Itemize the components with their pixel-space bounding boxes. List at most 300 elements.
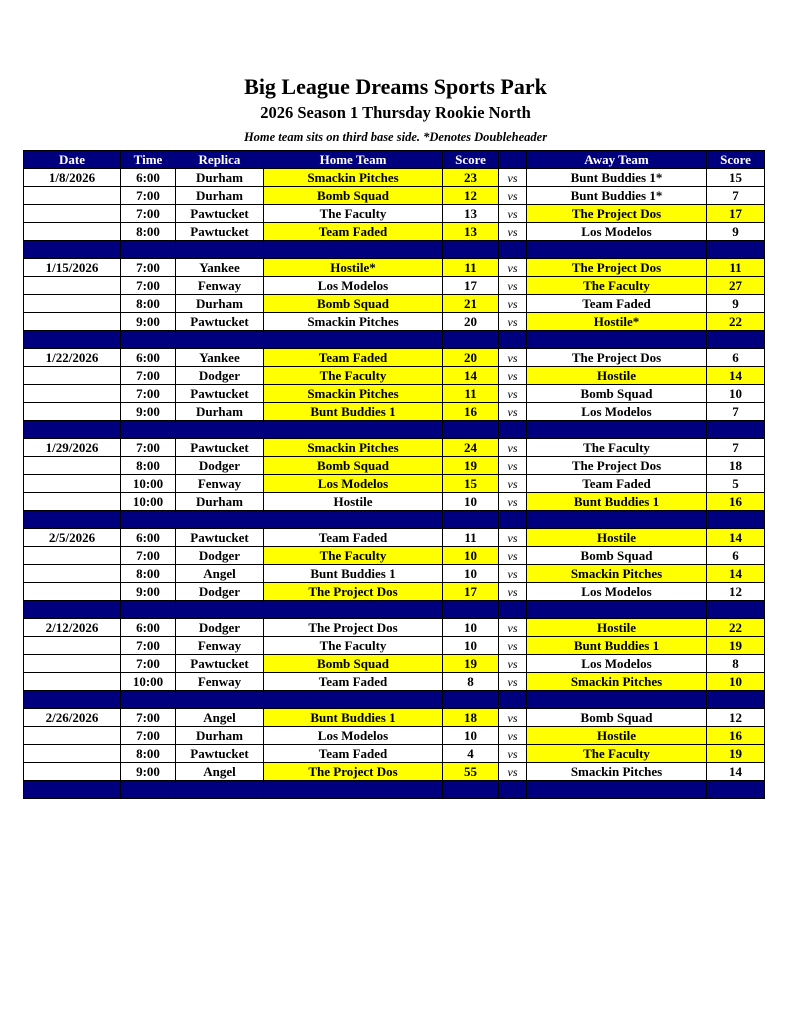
vs-cell: vs [499,637,527,655]
page-title: Big League Dreams Sports Park [244,74,547,99]
field-cell: Durham [176,187,264,205]
home-team-cell: Bunt Buddies 1 [264,403,443,421]
field-cell: Pawtucket [176,205,264,223]
home-team-cell: Smackin Pitches [264,313,443,331]
table-row [24,295,765,313]
header-home-score: Score [443,151,499,169]
away-team-cell: Bunt Buddies 1 [527,493,707,511]
field-cell: Dodger [176,583,264,601]
home-score-cell: 10 [443,565,499,583]
date-cell [24,295,121,313]
separator-cell [121,331,176,349]
home-team-cell: Los Modelos [264,277,443,295]
home-score-cell: 24 [443,439,499,457]
home-score-cell: 10 [443,637,499,655]
field-cell: Durham [176,295,264,313]
away-score-cell: 15 [707,169,765,187]
separator-cell [176,421,264,439]
home-team-cell: Bomb Squad [264,457,443,475]
home-team-cell: Team Faded [264,349,443,367]
vs-cell: vs [499,385,527,403]
home-score-cell: 23 [443,169,499,187]
away-score-cell: 5 [707,475,765,493]
separator-cell [707,781,765,799]
table-row [24,403,765,421]
time-cell: 7:00 [121,205,176,223]
separator-cell [176,781,264,799]
date-cell: 1/22/2026 [24,349,121,367]
separator-cell [24,331,121,349]
home-team-cell: Bomb Squad [264,187,443,205]
field-cell: Dodger [176,619,264,637]
field-cell: Pawtucket [176,385,264,403]
home-score-cell: 8 [443,673,499,691]
table-row [24,565,765,583]
field-cell: Yankee [176,259,264,277]
vs-cell: vs [499,259,527,277]
away-score-cell: 16 [707,727,765,745]
vs-cell: vs [499,349,527,367]
away-team-cell: Bomb Squad [527,709,707,727]
away-score-cell: 11 [707,259,765,277]
vs-cell: vs [499,295,527,313]
vs-cell: vs [499,169,527,187]
home-score-cell: 12 [443,187,499,205]
table-row [24,673,765,691]
separator-cell [176,511,264,529]
vs-cell: vs [499,313,527,331]
home-team-cell: The Faculty [264,205,443,223]
time-cell: 9:00 [121,403,176,421]
table-row [24,475,765,493]
date-cell [24,763,121,781]
away-team-cell: The Faculty [527,439,707,457]
separator-cell [121,421,176,439]
table-row [24,385,765,403]
vs-cell: vs [499,763,527,781]
date-cell [24,583,121,601]
separator-cell [176,691,264,709]
field-cell: Angel [176,565,264,583]
separator-cell [527,691,707,709]
separator-cell [264,511,443,529]
date-cell [24,313,121,331]
field-cell: Durham [176,493,264,511]
table-row [24,745,765,763]
table-row [24,547,765,565]
home-score-cell: 15 [443,475,499,493]
date-cell [24,205,121,223]
home-team-cell: Bunt Buddies 1 [264,709,443,727]
home-score-cell: 19 [443,655,499,673]
separator-cell [176,241,264,259]
field-cell: Pawtucket [176,655,264,673]
home-score-cell: 10 [443,493,499,511]
separator-cell [499,691,527,709]
date-cell [24,655,121,673]
away-score-cell: 17 [707,205,765,223]
separator-cell [527,511,707,529]
table-header-row [24,151,765,169]
separator-cell [499,421,527,439]
separator-cell [443,421,499,439]
vs-cell: vs [499,529,527,547]
vs-cell: vs [499,403,527,421]
home-score-cell: 13 [443,205,499,223]
time-cell: 7:00 [121,439,176,457]
header-home-team: Home Team [264,151,443,169]
vs-cell: vs [499,709,527,727]
home-team-cell: Hostile* [264,259,443,277]
separator-cell [527,241,707,259]
week-separator-row [24,601,765,619]
separator-cell [443,601,499,619]
field-cell: Dodger [176,367,264,385]
away-score-cell: 14 [707,565,765,583]
time-cell: 7:00 [121,727,176,745]
schedule-table [23,150,765,799]
home-score-cell: 11 [443,385,499,403]
separator-cell [121,241,176,259]
field-cell: Fenway [176,475,264,493]
date-cell [24,277,121,295]
away-team-cell: Los Modelos [527,223,707,241]
home-team-cell: Los Modelos [264,727,443,745]
home-team-cell: Team Faded [264,673,443,691]
separator-cell [24,601,121,619]
home-score-cell: 10 [443,727,499,745]
away-team-cell: Bomb Squad [527,385,707,403]
home-score-cell: 55 [443,763,499,781]
time-cell: 9:00 [121,583,176,601]
away-score-cell: 18 [707,457,765,475]
time-cell: 8:00 [121,457,176,475]
separator-cell [24,421,121,439]
header-replica: Replica [176,151,264,169]
away-team-cell: Hostile [527,727,707,745]
away-team-cell: Smackin Pitches [527,763,707,781]
home-score-cell: 20 [443,313,499,331]
table-row [24,187,765,205]
away-score-cell: 9 [707,295,765,313]
home-team-cell: Los Modelos [264,475,443,493]
away-team-cell: The Faculty [527,745,707,763]
separator-cell [499,511,527,529]
home-team-cell: Team Faded [264,223,443,241]
table-row [24,709,765,727]
date-cell: 1/29/2026 [24,439,121,457]
vs-cell: vs [499,475,527,493]
separator-cell [121,781,176,799]
header-away-score: Score [707,151,765,169]
away-score-cell: 19 [707,745,765,763]
week-separator-row [24,421,765,439]
table-row [24,223,765,241]
week-separator-row [24,241,765,259]
header-date: Date [24,151,121,169]
away-team-cell: Los Modelos [527,655,707,673]
home-score-cell: 11 [443,259,499,277]
date-cell: 2/12/2026 [24,619,121,637]
away-score-cell: 6 [707,349,765,367]
time-cell: 8:00 [121,223,176,241]
home-team-cell: Bomb Squad [264,295,443,313]
vs-cell: vs [499,493,527,511]
home-team-cell: The Project Dos [264,619,443,637]
away-team-cell: The Project Dos [527,457,707,475]
table-row [24,655,765,673]
field-cell: Fenway [176,637,264,655]
separator-cell [707,691,765,709]
field-cell: Pawtucket [176,745,264,763]
field-cell: Pawtucket [176,313,264,331]
separator-cell [121,511,176,529]
separator-cell [176,331,264,349]
vs-cell: vs [499,619,527,637]
separator-cell [24,511,121,529]
field-cell: Pawtucket [176,439,264,457]
vs-cell: vs [499,223,527,241]
vs-cell: vs [499,547,527,565]
table-row [24,763,765,781]
vs-cell: vs [499,439,527,457]
time-cell: 7:00 [121,637,176,655]
field-cell: Durham [176,727,264,745]
separator-cell [707,601,765,619]
home-team-cell: Bunt Buddies 1 [264,565,443,583]
time-cell: 6:00 [121,169,176,187]
week-separator-row [24,331,765,349]
away-score-cell: 12 [707,583,765,601]
separator-cell [121,601,176,619]
away-team-cell: Bunt Buddies 1* [527,187,707,205]
away-team-cell: Hostile [527,529,707,547]
away-score-cell: 7 [707,403,765,421]
away-team-cell: Team Faded [527,475,707,493]
separator-cell [24,691,121,709]
table-row [24,727,765,745]
away-score-cell: 6 [707,547,765,565]
field-cell: Dodger [176,457,264,475]
time-cell: 10:00 [121,673,176,691]
time-cell: 6:00 [121,349,176,367]
date-cell [24,673,121,691]
home-score-cell: 10 [443,547,499,565]
time-cell: 9:00 [121,763,176,781]
vs-cell: vs [499,187,527,205]
time-cell: 7:00 [121,259,176,277]
separator-cell [264,691,443,709]
separator-cell [707,511,765,529]
away-score-cell: 10 [707,385,765,403]
date-cell: 2/5/2026 [24,529,121,547]
separator-cell [499,241,527,259]
away-score-cell: 22 [707,619,765,637]
table-row [24,439,765,457]
time-cell: 8:00 [121,745,176,763]
away-score-cell: 27 [707,277,765,295]
table-row [24,583,765,601]
date-cell [24,367,121,385]
table-row [24,529,765,547]
home-team-cell: Smackin Pitches [264,439,443,457]
away-team-cell: Bomb Squad [527,547,707,565]
time-cell: 6:00 [121,619,176,637]
vs-cell: vs [499,565,527,583]
field-cell: Yankee [176,349,264,367]
home-score-cell: 21 [443,295,499,313]
header-vs [499,151,527,169]
home-score-cell: 19 [443,457,499,475]
away-team-cell: Bunt Buddies 1* [527,169,707,187]
home-score-cell: 17 [443,277,499,295]
time-cell: 6:00 [121,529,176,547]
vs-cell: vs [499,745,527,763]
separator-cell [264,601,443,619]
away-team-cell: Smackin Pitches [527,565,707,583]
separator-cell [707,331,765,349]
table-row [24,277,765,295]
separator-cell [24,241,121,259]
field-cell: Fenway [176,277,264,295]
week-separator-row [24,781,765,799]
home-score-cell: 18 [443,709,499,727]
date-cell [24,403,121,421]
separator-cell [264,241,443,259]
table-row [24,637,765,655]
time-cell: 7:00 [121,277,176,295]
home-score-cell: 16 [443,403,499,421]
table-row [24,619,765,637]
date-cell: 2/26/2026 [24,709,121,727]
date-cell [24,547,121,565]
away-score-cell: 10 [707,673,765,691]
field-cell: Pawtucket [176,529,264,547]
field-cell: Angel [176,763,264,781]
away-score-cell: 7 [707,439,765,457]
vs-cell: vs [499,673,527,691]
date-cell [24,457,121,475]
time-cell: 7:00 [121,547,176,565]
away-team-cell: The Project Dos [527,205,707,223]
time-cell: 7:00 [121,709,176,727]
separator-cell [264,421,443,439]
separator-cell [24,781,121,799]
home-team-cell: The Faculty [264,367,443,385]
home-team-cell: Bomb Squad [264,655,443,673]
home-team-cell: Hostile [264,493,443,511]
home-score-cell: 11 [443,529,499,547]
separator-cell [121,691,176,709]
date-cell [24,493,121,511]
home-score-cell: 20 [443,349,499,367]
separator-cell [443,241,499,259]
away-team-cell: Smackin Pitches [527,673,707,691]
table-row [24,457,765,475]
away-score-cell: 14 [707,529,765,547]
date-cell: 1/15/2026 [24,259,121,277]
home-team-cell: The Faculty [264,547,443,565]
field-cell: Dodger [176,547,264,565]
page-subtitle: 2026 Season 1 Thursday Rookie North [260,103,531,122]
away-team-cell: Hostile [527,367,707,385]
time-cell: 10:00 [121,475,176,493]
away-team-cell: Team Faded [527,295,707,313]
home-score-cell: 14 [443,367,499,385]
table-row [24,259,765,277]
date-cell: 1/8/2026 [24,169,121,187]
time-cell: 8:00 [121,565,176,583]
home-team-cell: The Project Dos [264,583,443,601]
separator-cell [527,421,707,439]
date-cell [24,727,121,745]
away-team-cell: The Project Dos [527,259,707,277]
separator-cell [499,601,527,619]
away-score-cell: 14 [707,763,765,781]
field-cell: Durham [176,169,264,187]
table-row [24,349,765,367]
away-team-cell: Bunt Buddies 1 [527,637,707,655]
away-score-cell: 22 [707,313,765,331]
separator-cell [264,331,443,349]
home-score-cell: 13 [443,223,499,241]
away-team-cell: Los Modelos [527,403,707,421]
home-score-cell: 17 [443,583,499,601]
time-cell: 10:00 [121,493,176,511]
separator-cell [443,781,499,799]
vs-cell: vs [499,457,527,475]
time-cell: 7:00 [121,655,176,673]
time-cell: 8:00 [121,295,176,313]
away-team-cell: Hostile [527,619,707,637]
separator-cell [707,421,765,439]
date-cell [24,565,121,583]
separator-cell [176,601,264,619]
home-team-cell: The Faculty [264,637,443,655]
home-score-cell: 10 [443,619,499,637]
date-cell [24,223,121,241]
separator-cell [527,781,707,799]
away-score-cell: 16 [707,493,765,511]
separator-cell [499,331,527,349]
away-team-cell: The Project Dos [527,349,707,367]
time-cell: 7:00 [121,187,176,205]
away-score-cell: 9 [707,223,765,241]
table-row [24,313,765,331]
away-score-cell: 19 [707,637,765,655]
separator-cell [499,781,527,799]
home-team-cell: The Project Dos [264,763,443,781]
away-score-cell: 7 [707,187,765,205]
home-score-cell: 4 [443,745,499,763]
home-team-cell: Smackin Pitches [264,385,443,403]
field-cell: Durham [176,403,264,421]
home-team-cell: Smackin Pitches [264,169,443,187]
time-cell: 9:00 [121,313,176,331]
separator-cell [443,511,499,529]
separator-cell [707,241,765,259]
vs-cell: vs [499,205,527,223]
separator-cell [527,331,707,349]
table-row [24,493,765,511]
home-team-cell: Team Faded [264,529,443,547]
date-cell [24,637,121,655]
separator-cell [264,781,443,799]
vs-cell: vs [499,277,527,295]
week-separator-row [24,511,765,529]
field-cell: Fenway [176,673,264,691]
vs-cell: vs [499,583,527,601]
